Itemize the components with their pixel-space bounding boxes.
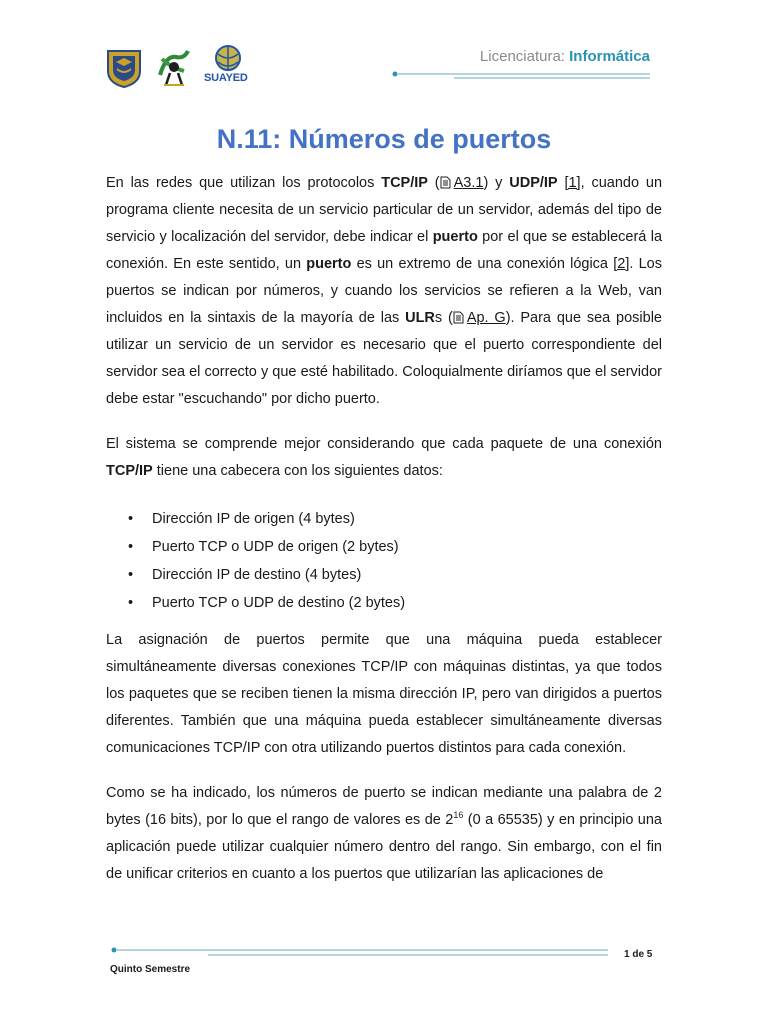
list-item: • Puerto TCP o UDP de destino (2 bytes) <box>152 589 662 617</box>
link-ap-g[interactable]: Ap. G <box>466 310 506 326</box>
document-icon <box>440 176 451 189</box>
list-item: • Dirección IP de origen (4 bytes) <box>152 505 662 533</box>
fca-logo-icon <box>154 45 194 89</box>
document-icon <box>453 311 464 324</box>
reference-2[interactable]: [2] <box>613 256 630 272</box>
header-fields-list <box>106 505 662 617</box>
unam-seal-icon <box>104 45 144 89</box>
list-item: • Puerto TCP o UDP de origen (2 bytes) <box>152 533 662 561</box>
semester-label: Quinto Semestre <box>110 964 191 975</box>
header-program <box>392 44 652 84</box>
paragraph-1: En las redes que utilizan los protocolos TCP/IP ( A3.1) y UDP/IP [1], cuando un programa cliente necesita de un servicio particular de un servidor, además del tipo de servicio y localización del servidor, debe indicar el puerto por el que se establecerá la conexión. En este sentido, un puerto es un extremo de una conexión lógica [2]. Los puertos se indican por números, y cuando los servicios se refieren a la Web, van incluidos en la sintaxis de la mayoría de las ULRs ( Ap. G). Para que sea posible utilizar un servicio de un servidor es necesario que el puerto correspondiente del servidor sea el correcto y que esté habilitado. Coloquialmente diríamos que el servidor debe estar "escuchando" por dicho puerto. <box>106 175 663 407</box>
header-rule-lines <box>392 68 654 82</box>
page-title: N.11: Números de puertos <box>216 124 552 154</box>
paragraph-4: Como se ha indicado, los números de puerto se indican mediante una palabra de 2 bytes (16 bits), por lo que el rango de valores es de $2^{16}$ (0 a 65535) y en principio una aplicación puede utilizar cualquier número dentro del rango. Sin embargo, con el fin de unificar criterios en cuanto a los puertos que utilizarían las aplicaciones de <box>106 785 662 882</box>
list-item: • Dirección IP de destino (4 bytes) <box>152 561 662 589</box>
suayed-logo <box>204 44 248 90</box>
program-title: Licenciatura: Informática <box>479 48 650 65</box>
suayed-label: SUAYED <box>204 72 248 84</box>
reference-1[interactable]: [1] <box>564 175 581 191</box>
suayed-globe-icon <box>204 44 248 74</box>
document-body <box>106 170 662 888</box>
paragraph-2: El sistema se comprende mejor considerando que cada paquete de una conexión TCP/IP tiene una cabecera con los siguientes datos: <box>106 436 662 479</box>
page-number: 1 de 5 <box>624 949 653 960</box>
footer-rule-lines <box>110 944 610 960</box>
link-a3-1[interactable]: A3.1 <box>453 175 484 191</box>
paragraph-3: La asignación de puertos permite que una máquina pueda establecer simultáneamente diversas conexiones TCP/IP con máquinas distintas, ya que todos los paquetes que se reciben tienen la misma dirección IP, pero van dirigidos a puertos diferentes. También que una máquina pueda establecer simultáneamente diversas comunicaciones TCP/IP con otra utilizando puertos distintos para cada conexión. <box>106 632 662 756</box>
header-logos <box>104 44 248 90</box>
program-name: Informática <box>569 48 650 65</box>
